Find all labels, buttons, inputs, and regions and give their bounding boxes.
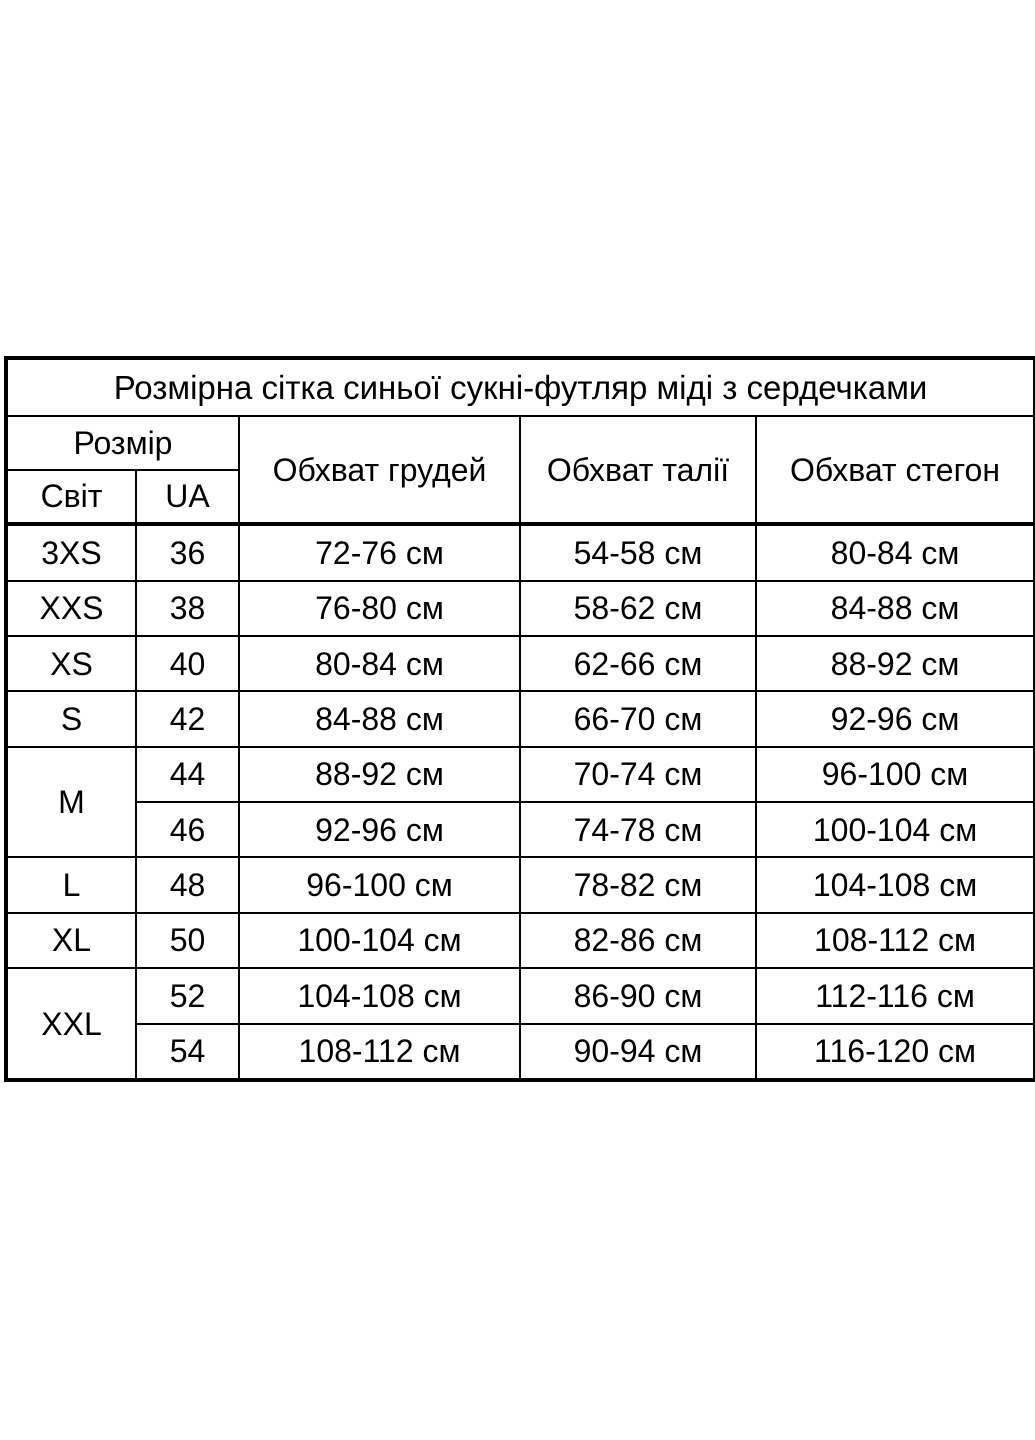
table-row [6, 691, 1035, 746]
ua-size-cell: 46 [136, 802, 239, 857]
header-row [6, 416, 1035, 469]
title-row [6, 358, 1035, 416]
chest-cell: 108-112 см [239, 1024, 520, 1080]
world-size-cell: XXL [6, 968, 136, 1080]
ua-size-cell: 44 [136, 747, 239, 802]
chest-cell: 100-104 см [239, 913, 520, 968]
table-row [6, 747, 1035, 802]
world-size-cell: L [6, 857, 136, 912]
waist-header: Обхват талії [520, 416, 756, 524]
hips-cell: 104-108 см [756, 857, 1035, 912]
ua-size-cell: 36 [136, 524, 239, 580]
table-title: Розмірна сітка синьої сукні-футляр міді з сердечками [6, 358, 1035, 416]
hips-cell: 84-88 см [756, 581, 1035, 636]
hips-cell: 112-116 см [756, 968, 1035, 1023]
ua-size-cell: 38 [136, 581, 239, 636]
ua-size-cell: 42 [136, 691, 239, 746]
chest-cell: 76-80 см [239, 581, 520, 636]
table-row [6, 857, 1035, 912]
ua-size-cell: 52 [136, 968, 239, 1023]
table-row [6, 802, 1035, 857]
waist-cell: 66-70 см [520, 691, 756, 746]
table-row [6, 636, 1035, 691]
hips-cell: 88-92 см [756, 636, 1035, 691]
waist-cell: 70-74 см [520, 747, 756, 802]
waist-cell: 78-82 см [520, 857, 756, 912]
hips-cell: 100-104 см [756, 802, 1035, 857]
chest-cell: 88-92 см [239, 747, 520, 802]
chest-cell: 72-76 см [239, 524, 520, 580]
table-row [6, 524, 1035, 580]
world-size-cell: 3XS [6, 524, 136, 580]
chest-cell: 104-108 см [239, 968, 520, 1023]
hips-cell: 108-112 см [756, 913, 1035, 968]
table-row [6, 913, 1035, 968]
table-row [6, 968, 1035, 1023]
ua-size-cell: 54 [136, 1024, 239, 1080]
waist-cell: 54-58 см [520, 524, 756, 580]
size-chart-table [4, 356, 1035, 1082]
hips-cell: 92-96 см [756, 691, 1035, 746]
world-size-cell: XL [6, 913, 136, 968]
world-size-header: Світ [6, 470, 136, 524]
hips-cell: 116-120 см [756, 1024, 1035, 1080]
waist-cell: 82-86 см [520, 913, 756, 968]
hips-header: Обхват стегон [756, 416, 1035, 524]
world-size-cell: S [6, 691, 136, 746]
chest-cell: 96-100 см [239, 857, 520, 912]
chest-cell: 80-84 см [239, 636, 520, 691]
waist-cell: 62-66 см [520, 636, 756, 691]
chest-cell: 84-88 см [239, 691, 520, 746]
hips-cell: 96-100 см [756, 747, 1035, 802]
waist-cell: 90-94 см [520, 1024, 756, 1080]
ua-size-cell: 48 [136, 857, 239, 912]
hips-cell: 80-84 см [756, 524, 1035, 580]
table-row [6, 581, 1035, 636]
chest-cell: 92-96 см [239, 802, 520, 857]
chest-header: Обхват грудей [239, 416, 520, 524]
ua-size-header: UA [136, 470, 239, 524]
waist-cell: 58-62 см [520, 581, 756, 636]
size-header: Розмір [6, 416, 239, 469]
table-row [6, 1024, 1035, 1080]
waist-cell: 86-90 см [520, 968, 756, 1023]
ua-size-cell: 50 [136, 913, 239, 968]
world-size-cell: XXS [6, 581, 136, 636]
ua-size-cell: 40 [136, 636, 239, 691]
world-size-cell: M [6, 747, 136, 858]
world-size-cell: XS [6, 636, 136, 691]
waist-cell: 74-78 см [520, 802, 756, 857]
